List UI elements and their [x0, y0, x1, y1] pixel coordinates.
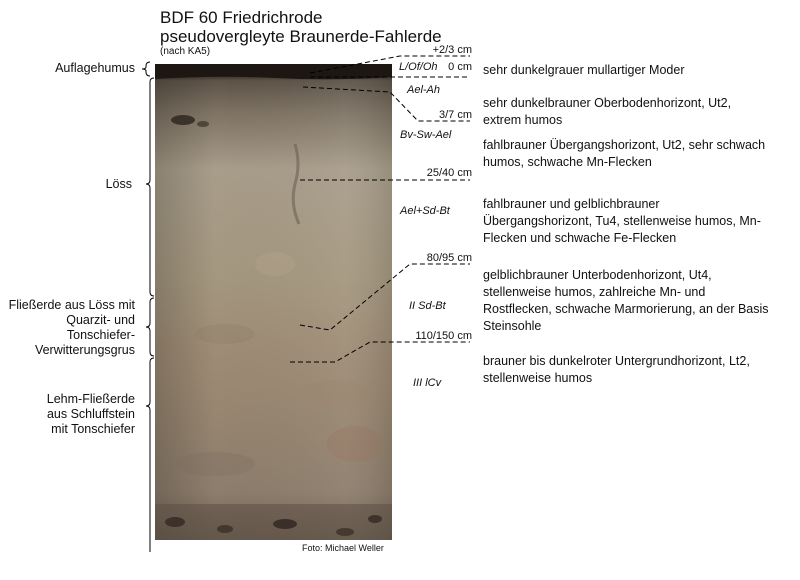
horizon-iii-lcv: III lCv [413, 377, 442, 389]
layer-label-lehm-fliesserde: Lehm-Fließerde aus Schluffstein mit Tonschiefer [46, 392, 135, 436]
description-ii-sd-bt: gelblichbrauner Unterbodenhorizont, Ut4, stellenweise humos, zahlreiche Mn- und Rostflecken, schwache Marmorierung, an der Basis Steinsohle [483, 268, 769, 333]
description-ael-sd-bt: fahlbrauner und gelblichbrauner Übergangshorizont, Tu4, stellenweise humos, Mn- Flecken und schwache Fe-Flecken [483, 197, 761, 245]
diagram-subtitle: pseudovergleyte Braunerde-Fahlerde [160, 27, 442, 46]
brace-lehm-fliesserde [146, 358, 154, 552]
horizon-l-of-oh: L/Of/Oh [399, 61, 438, 73]
depth-line-plus2 [310, 56, 470, 73]
brace-loess [146, 78, 154, 296]
diagram-title: BDF 60 Friedrichrode [160, 8, 323, 27]
layer-label-fliesserde-loess: Fließerde aus Löss mit Quarzit- und Tonschiefer- Verwitterungsgrus [8, 298, 135, 357]
depth-line-110-150 [290, 342, 470, 362]
horizon-ii-sd-bt: II Sd-Bt [409, 300, 446, 312]
layer-label-auflagehumus: Auflagehumus [55, 61, 135, 75]
depth-label-3-7: 3/7 cm [438, 109, 472, 121]
horizon-ael-sd-bt: Ael+Sd-Bt [400, 205, 450, 217]
brace-fliesserde-loess [146, 298, 154, 356]
brace-auflagehumus [142, 62, 150, 76]
depth-label-plus2: +2/3 cm [432, 44, 472, 56]
description-iii-lcv: brauner bis dunkelroter Untergrundhorizont, Lt2, stellenweise humos [483, 354, 750, 385]
horizon-ael-ah: Ael-Ah [407, 84, 441, 96]
photo-credit: Foto: Michael Weller [302, 543, 384, 553]
horizon-bv-sw-ael: Bv-Sw-Ael [400, 129, 452, 141]
depth-label-110-150: 110/150 cm [415, 330, 472, 342]
depth-line-80-95 [300, 264, 470, 330]
depth-label-80-95: 80/95 cm [426, 252, 472, 264]
depth-label-0: 0 cm [448, 61, 472, 73]
description-bv-sw-ael: fahlbrauner Übergangshorizont, Ut2, sehr schwach humos, schwache Mn-Flecken [483, 138, 766, 169]
layer-label-loess: Löss [105, 177, 132, 191]
depth-label-25-40: 25/40 cm [426, 167, 472, 179]
classification-note: (nach KA5) [160, 46, 211, 57]
description-l-of-oh: sehr dunkelgrauer mullartiger Moder [483, 63, 685, 77]
description-ael-ah: sehr dunkelbrauner Oberbodenhorizont, Ut2, extrem humos [483, 96, 732, 127]
